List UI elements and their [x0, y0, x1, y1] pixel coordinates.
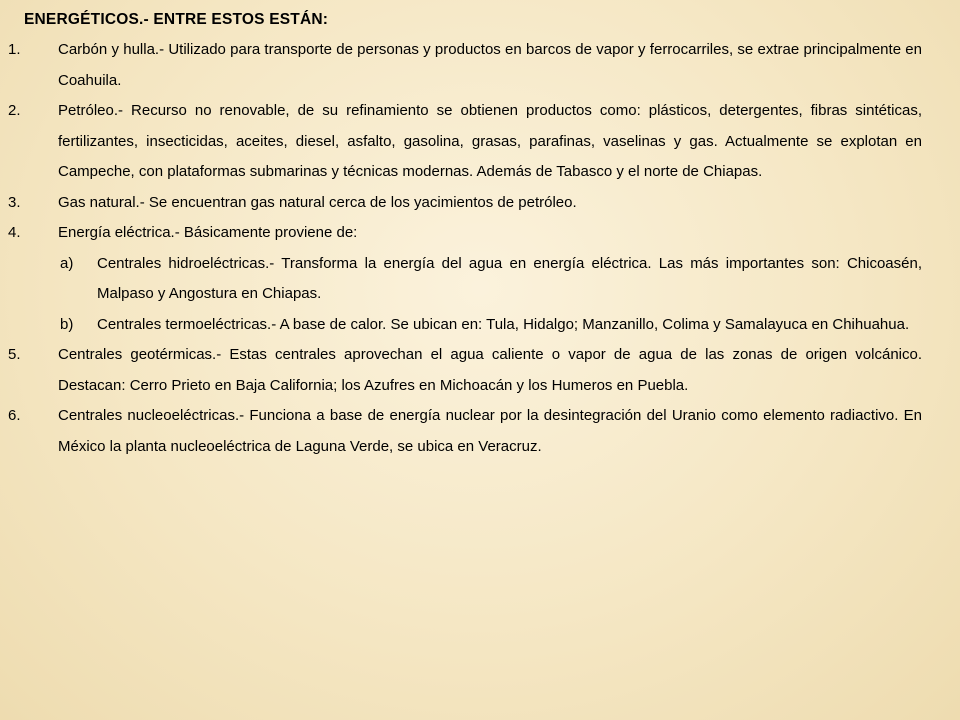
list-item-text: Energía eléctrica.- Básicamente proviene de: — [58, 224, 358, 241]
list-item-number: 3. — [8, 193, 21, 211]
list-item-number: 6. — [8, 407, 21, 424]
list-item-text: Carbón y hulla.- Utilizado para transporte de personas y productos en barcos de vapor y ferrocarriles, se extrae principalmente en Coahuila. — [58, 41, 922, 89]
slide-title: ENERGÉTICOS.- ENTRE ESTOS ESTÁN: — [24, 11, 329, 28]
list-item-natural-gas — [8, 188, 922, 219]
list-item-text: Petróleo.- Recurso no renovable, de su refinamiento se obtienen productos como: plásticos, detergentes, fibras sintéticas, fertilizantes, insecticidas, aceites, diesel, asfalto, gasolina, grasas, parafinas, vaselinas y gas. Actualmente se explotan en Campeche, con plataformas submarinas y técnicas modernas. Además de Tabasco y el norte de Chiapas. — [58, 102, 922, 180]
sub-item-letter: a) — [60, 254, 74, 272]
sub-item-hydroelectric — [60, 249, 922, 310]
sub-item-text: Centrales hidroeléctricas.- Transforma la energía del agua en energía eléctrica. Las más importantes son: Chicoasén, Malpaso y Angostura en Chiapas. — [97, 254, 922, 302]
list-item-electric-energy — [8, 218, 922, 249]
list-item-text: Centrales nucleoeléctricas.- Funciona a base de energía nuclear por la desintegración del Uranio como elemento radiactivo. En México la planta nucleoeléctrica de Laguna Verde, se ubica en Veracruz. — [58, 407, 922, 455]
list-item-number: 5. — [8, 346, 21, 363]
list-item-petroleum — [8, 96, 922, 188]
list-item-number: 4. — [8, 224, 21, 241]
list-item-number: 1. — [8, 41, 21, 58]
list-item-text: Centrales geotérmicas.- Estas centrales aprovechan el agua caliente o vapor de agua de las zonas de origen volcánico. Destacan: Cerro Prieto en Baja California; los Azufres en Michoacán y los Humeros en Puebla. — [58, 346, 922, 394]
list-item-coal — [8, 35, 922, 96]
list-item-number: 2. — [8, 102, 21, 119]
sub-item-thermoelectric — [60, 310, 922, 341]
sub-item-text: Centrales termoeléctricas.- A base de calor. Se ubican en: Tula, Hidalgo; Manzanillo, Colima y Samalayuca en Chihuahua. — [97, 315, 910, 333]
energy-list — [0, 35, 960, 462]
list-item-nuclear — [8, 401, 922, 462]
sub-item-letter: b) — [60, 315, 74, 333]
list-item-geothermal — [8, 340, 922, 401]
list-item-text: Gas natural.- Se encuentran gas natural cerca de los yacimientos de petróleo. — [58, 193, 577, 211]
